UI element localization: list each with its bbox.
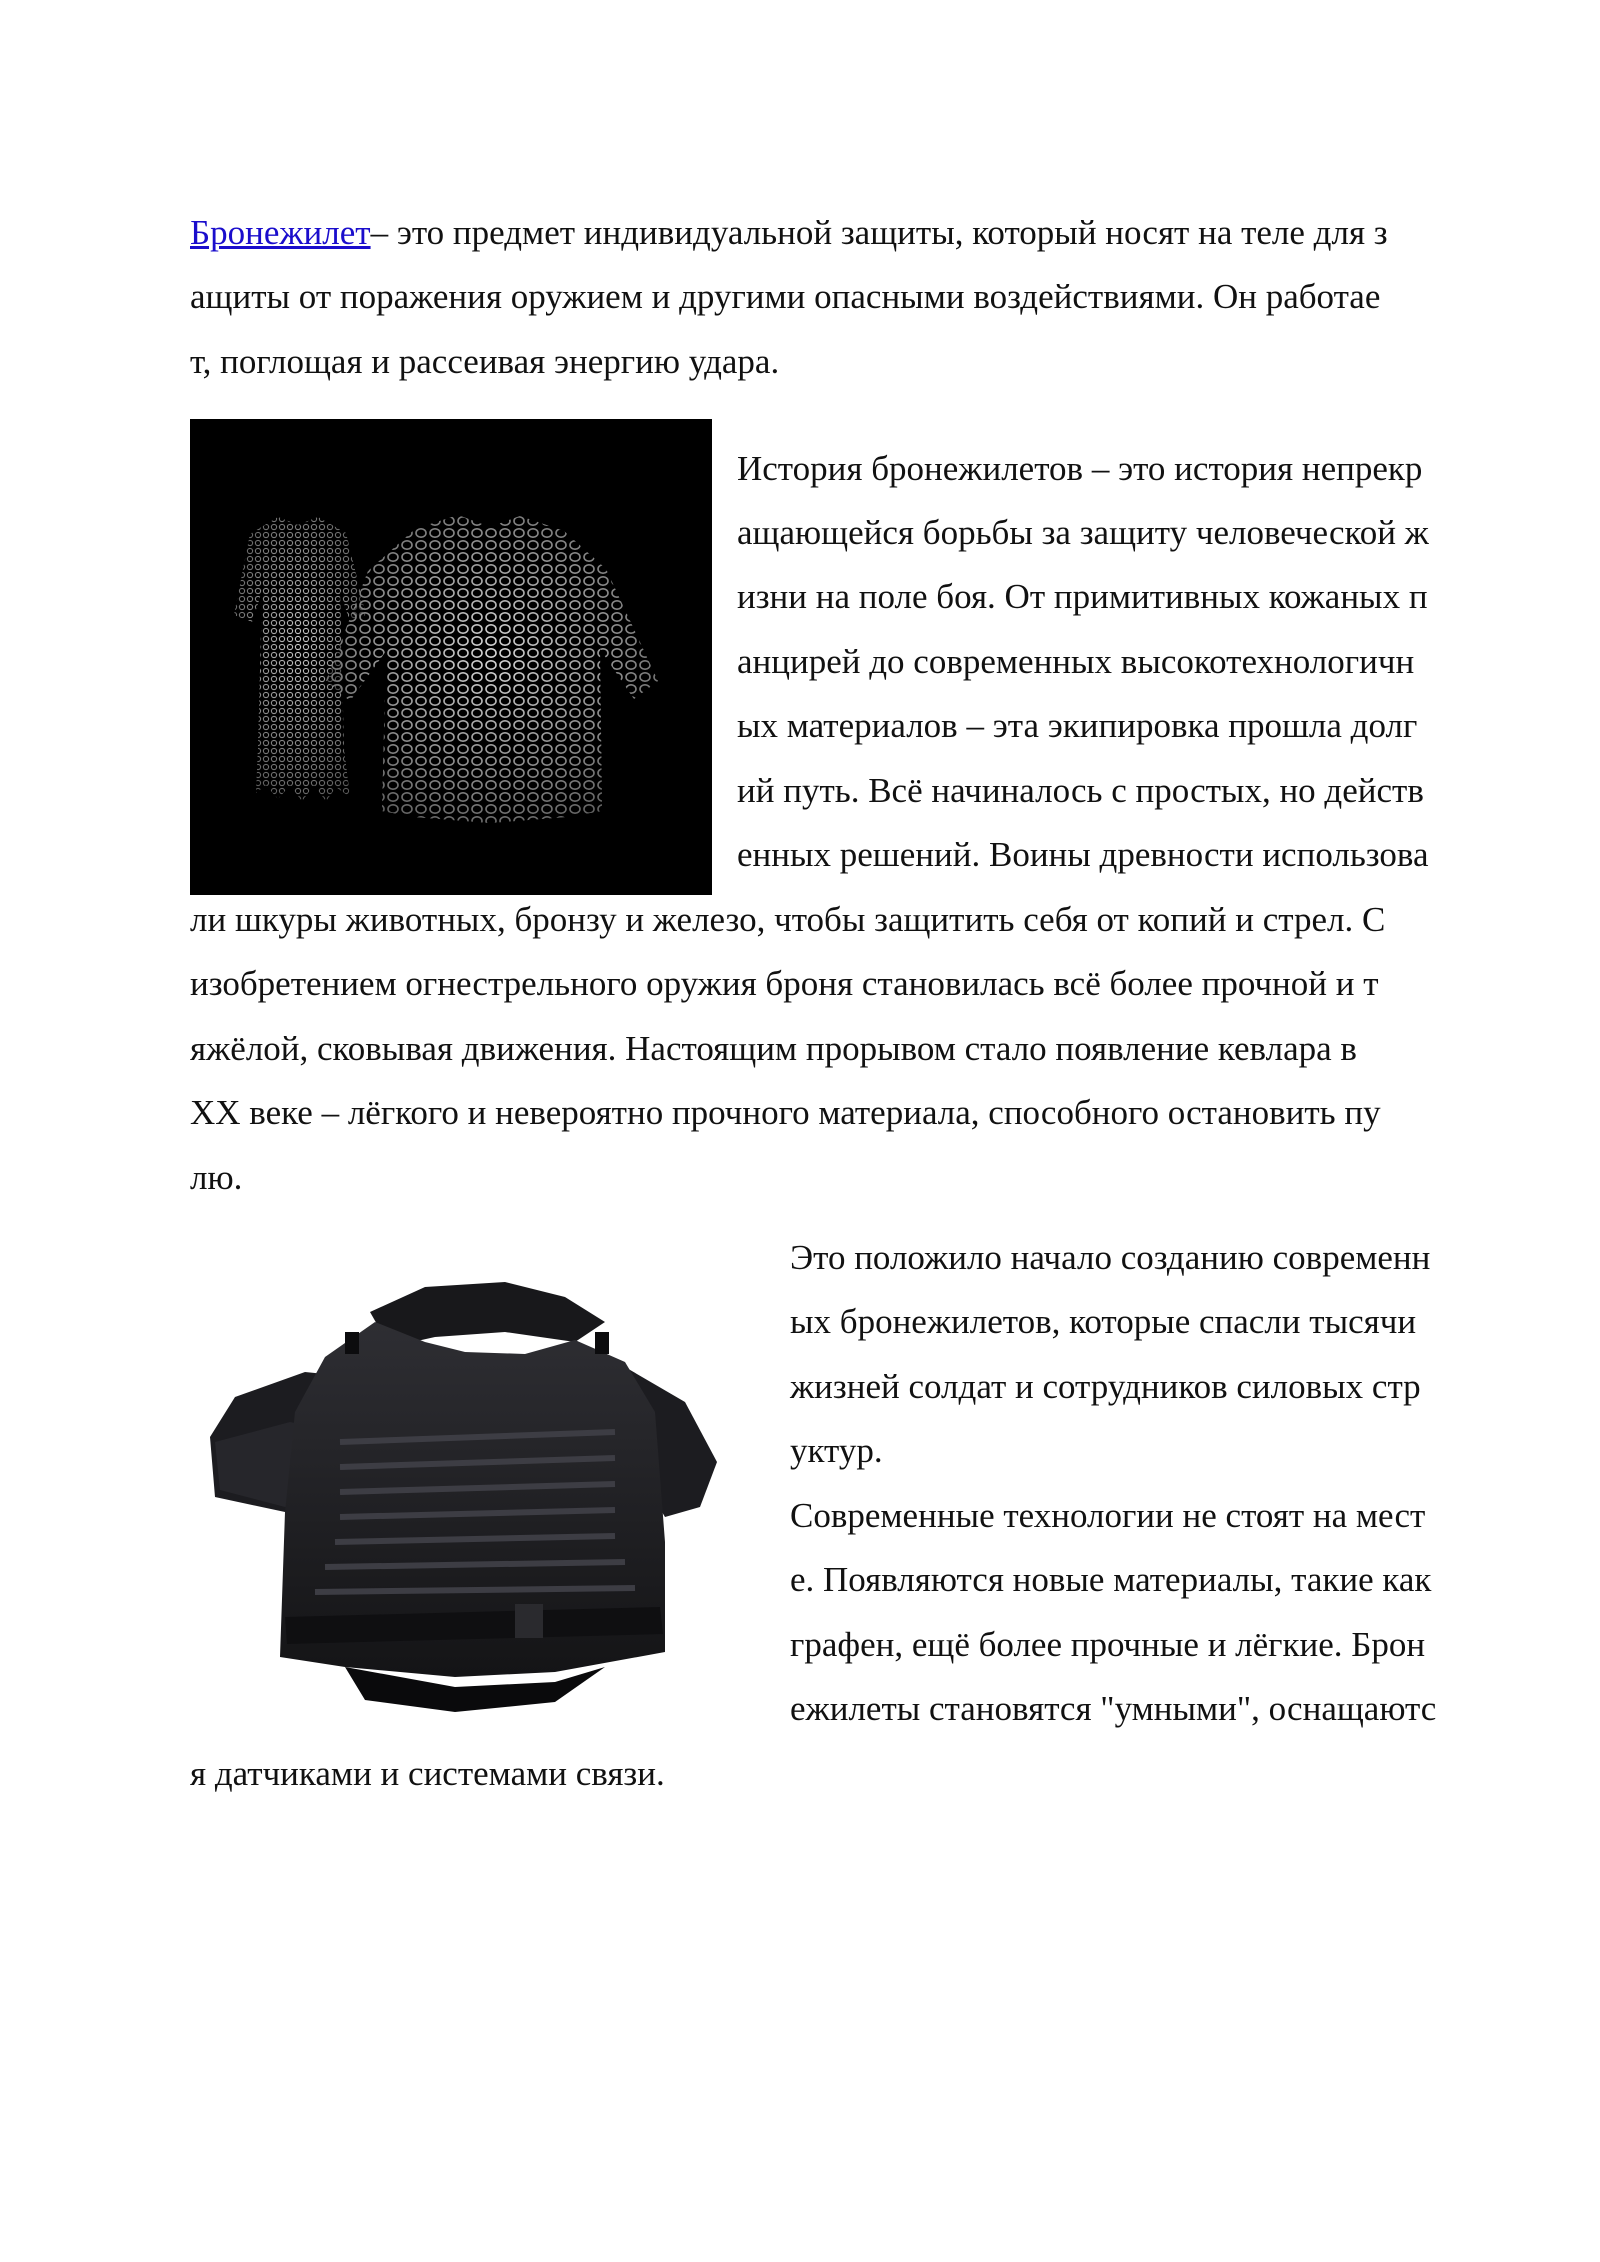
modern-line-7: графен, ещё более прочные и лёгкие. Брон <box>790 1625 1426 1664</box>
history-line-3: изни на поле боя. От примитивных кожаных п <box>737 577 1428 616</box>
intro-line-1-text: – это предмет индивидуальной защиты, который носят на теле для з <box>370 213 1388 252</box>
history-line-7: енных решений. Воины древности использова <box>737 835 1429 874</box>
intro-line-3: т, поглощая и рассеивая энергию удара. <box>190 342 780 381</box>
history-line-11: XX веке – лёгкого и невероятно прочного материала, способного остановить пу <box>190 1093 1381 1132</box>
history-line-1: История бронежилетов – это история непрекр <box>737 449 1423 488</box>
armor-vest-link[interactable]: Бронежилет <box>190 213 371 252</box>
history-line-10: яжёлой, сковывая движения. Настоящим прорывом стало появление кевлара в <box>190 1029 1357 1068</box>
history-line-4: анцирей до современных высокотехнологичн <box>737 642 1415 681</box>
modern-line-5: Современные технологии не стоят на мест <box>790 1496 1426 1535</box>
modern-line-8: ежилеты становятся "умными", оснащаютс <box>790 1689 1437 1728</box>
modern-line-4: уктур. <box>790 1431 883 1470</box>
modern-line-9: я датчиками и системами связи. <box>190 1754 665 1793</box>
modern-line-6: е. Появляются новые материалы, такие как <box>790 1560 1432 1599</box>
modern-line-3: жизней солдат и сотрудников силовых стр <box>790 1367 1421 1406</box>
intro-line-1 <box>190 213 1490 253</box>
history-line-9: изобретением огнестрельного оружия броня становилась всё более прочной и т <box>190 964 1379 1003</box>
history-line-12: лю. <box>190 1158 243 1197</box>
history-line-2: ащающейся борьбы за защиту человеческой ж <box>737 513 1429 552</box>
history-line-6: ий путь. Всё начиналось с простых, но действ <box>737 771 1424 810</box>
history-line-8: ли шкуры животных, бронзу и железо, чтобы защитить себя от копий и стрел. С <box>190 900 1386 939</box>
chainmail-image <box>190 419 712 895</box>
modern-line-1: Это положило начало созданию современн <box>790 1238 1431 1277</box>
intro-line-2: ащиты от поражения оружием и другими опасными воздействиями. Он работае <box>190 277 1381 316</box>
body-armor-vest-image <box>195 1262 751 1722</box>
modern-line-2: ых бронежилетов, которые спасли тысячи <box>790 1302 1417 1341</box>
history-line-5: ых материалов – эта экипировка прошла долг <box>737 706 1418 745</box>
